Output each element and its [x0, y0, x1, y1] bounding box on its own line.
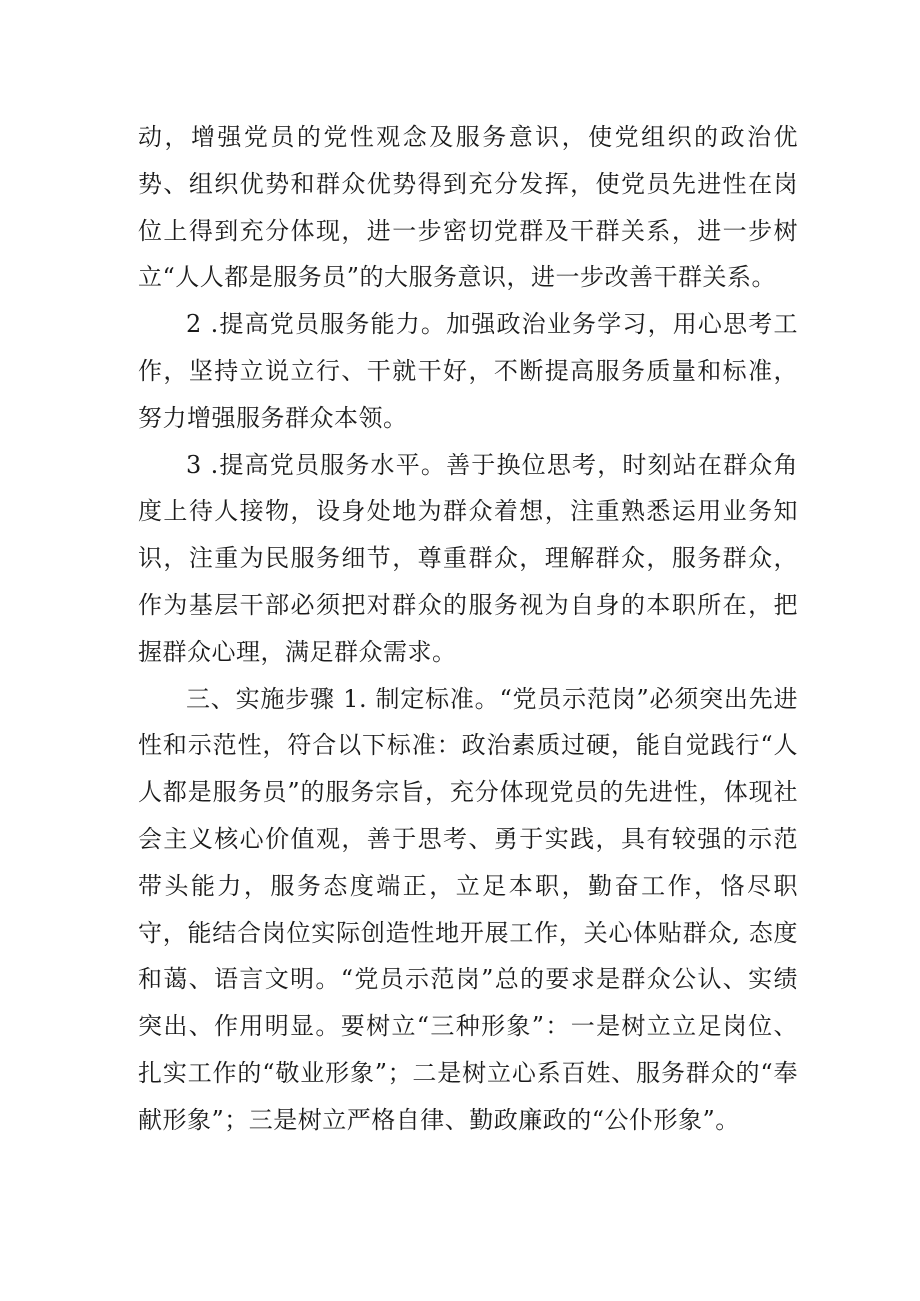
paragraph-continuation: 动，增强党员的党性观念及服务意识，使党组织的政治优势、组织优势和群众优势得到充分发挥，使党员先进性在岗位上得到充分体现，进一步密切党群及干群关系，进一步树立“人人都是服务员”的大服务意识，进一步改善干群关系。 — [138, 123, 798, 292]
paragraph-section-3: 三、实施步骤 1. 制定标准。“党员示范岗”必须突出先进性和示范性，符合以下标准：政治素质过硬，能自觉践行“人人都是服务员”的服务宗旨，充分体现党员的先进性，体现社会主义核心价值观，善于思考、勇于实践，具有较强的示范带头能力，服务态度端正，立足本职，勤奋工作，恪尽职守，能结合岗位实际创造性地开展工作，关心体贴群众, 态度和蔼、语言文明。“党员示范岗”总的要求是群众公认、实绩突出、作用明显。要树立“三种形象”：一是树立立足岗位、扎实工作的“敬业形象”；二是树立心系百姓、服务群众的“奉献形象”；三是树立严格自律、勤政廉政的“公仆形象”。 — [138, 684, 798, 1134]
document-body — [138, 114, 798, 1144]
paragraph-item-2: 2 .提高党员服务能力。加强政治业务学习，用心思考工作，坚持立说立行、干就干好，不断提高服务质量和标准，努力增强服务群众本领。 — [138, 310, 798, 432]
paragraph-item-3: 3 .提高党员服务水平。善于换位思考，时刻站在群众角度上待人接物，设身处地为群众着想，注重熟悉运用业务知识，注重为民服务细节，尊重群众，理解群众，服务群众，作为基层干部必须把对群众的服务视为自身的本职所在，把握群众心理，满足群众需求。 — [138, 450, 798, 666]
